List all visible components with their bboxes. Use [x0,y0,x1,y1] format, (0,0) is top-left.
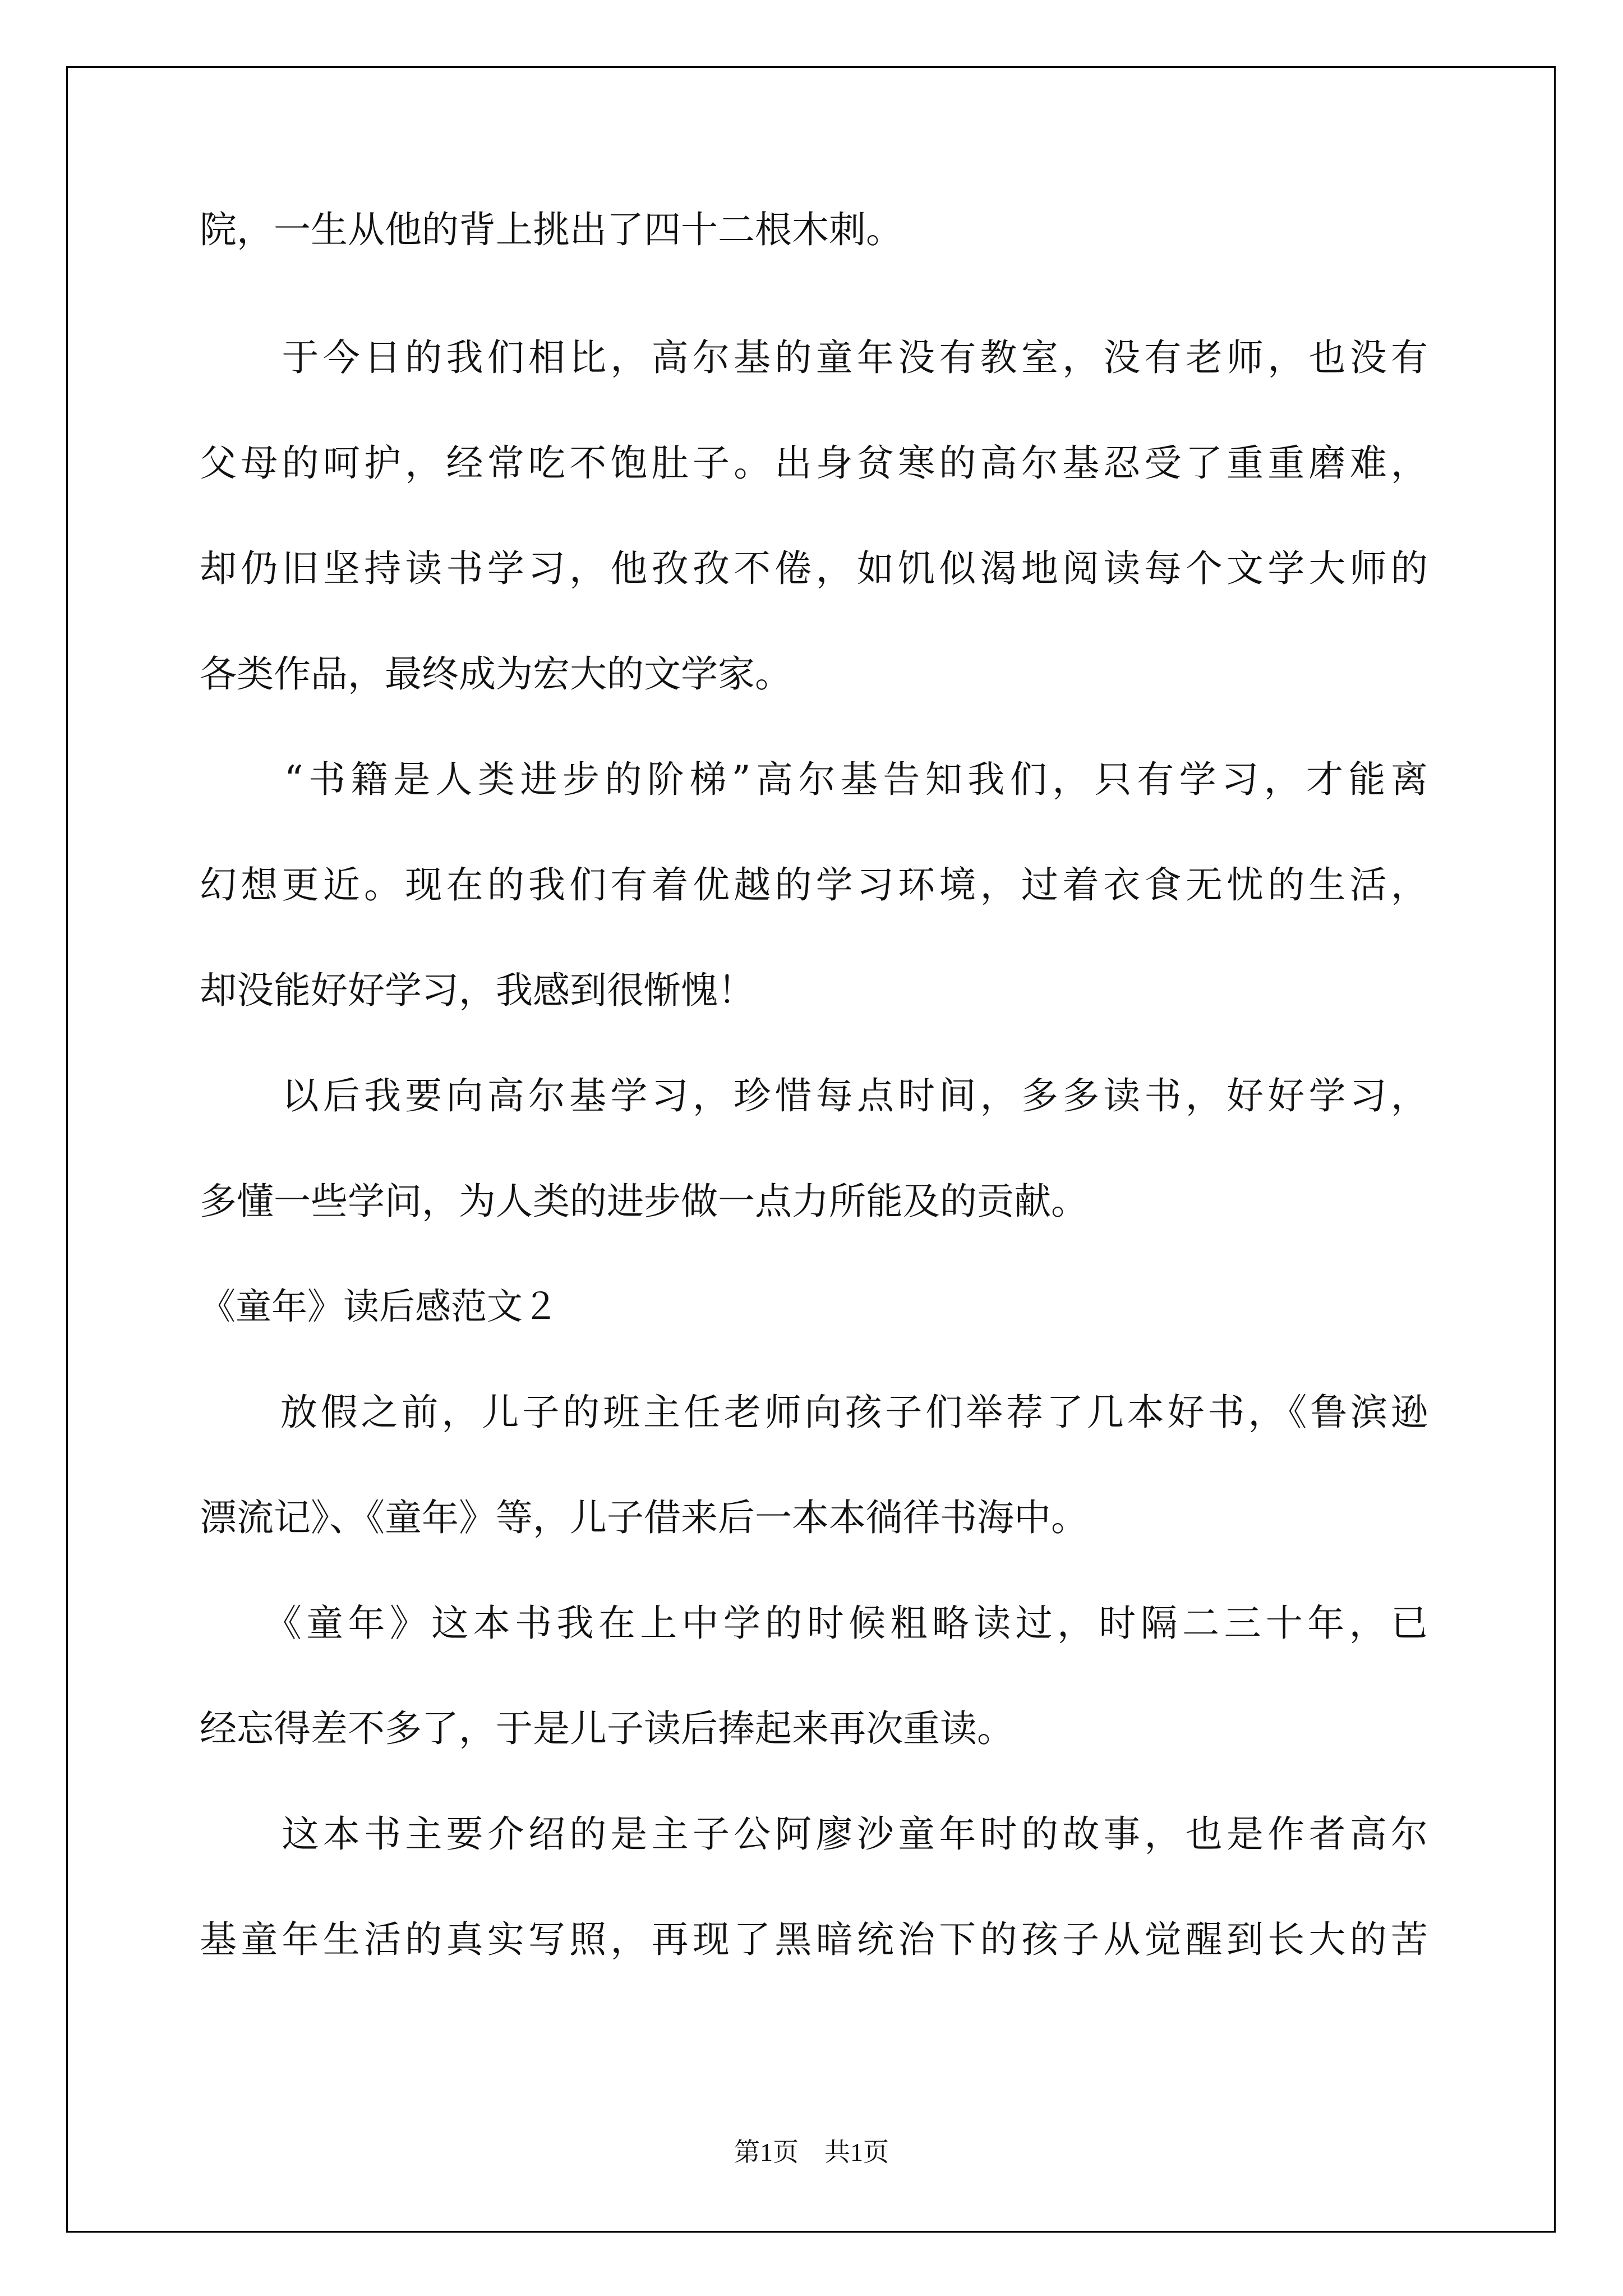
text-line-8: 却没能好好学习，我感到很惭愧！ [200,969,755,1012]
text-line-4: 却仍旧坚持读书学习，他孜孜不倦，如饥似渴地阅读每个文学大师的 [200,547,1428,590]
text-line-17: 基童年生活的真实写照，再现了黑暗统治下的孩子从觉醒到长大的苦 [200,1918,1428,1961]
text-line-9: 以后我要向高尔基学习，珍惜每点时间，多多读书，好好学习， [200,1074,1428,1117]
page-border [66,66,1556,2233]
text-line-5: 各类作品，最终成为宏大的文学家。 [200,652,792,696]
text-line-1: 院，一生从他的背上挑出了四十二根木刺。 [200,208,903,251]
text-line-16: 这本书主要介绍的是主子公阿廖沙童年时的故事，也是作者高尔 [200,1812,1428,1856]
text-line-12: 放假之前，儿子的班主任老师向孩子们举荐了几本好书，《鲁滨逊 [200,1391,1428,1434]
text-line-6: “书籍是人类进步的阶梯”高尔基告知我们，只有学习，才能离 [200,758,1428,801]
text-line-2: 于今日的我们相比，高尔基的童年没有教室，没有老师，也没有 [200,336,1428,379]
text-line-13: 漂流记》、《童年》等，儿子借来后一本本徜徉书海中。 [200,1496,1088,1539]
text-line-3: 父母的呵护，经常吃不饱肚子。出身贫寒的高尔基忍受了重重磨难， [200,441,1428,485]
text-line-15: 经忘得差不多了，于是儿子读后捧起来再次重读。 [200,1707,1014,1750]
text-line-14: 《童年》这本书我在上中学的时候粗略读过，时隔二三十年，已 [200,1602,1428,1645]
section-heading: 《童年》读后感范文２ [200,1286,559,1328]
text-line-10: 多懂一些学问，为人类的进步做一点力所能及的贡献。 [200,1180,1088,1223]
text-line-7: 幻想更近。现在的我们有着优越的学习环境，过着衣食无忧的生活， [200,863,1428,907]
page-footer: 第1页 共1页 [734,2138,889,2166]
